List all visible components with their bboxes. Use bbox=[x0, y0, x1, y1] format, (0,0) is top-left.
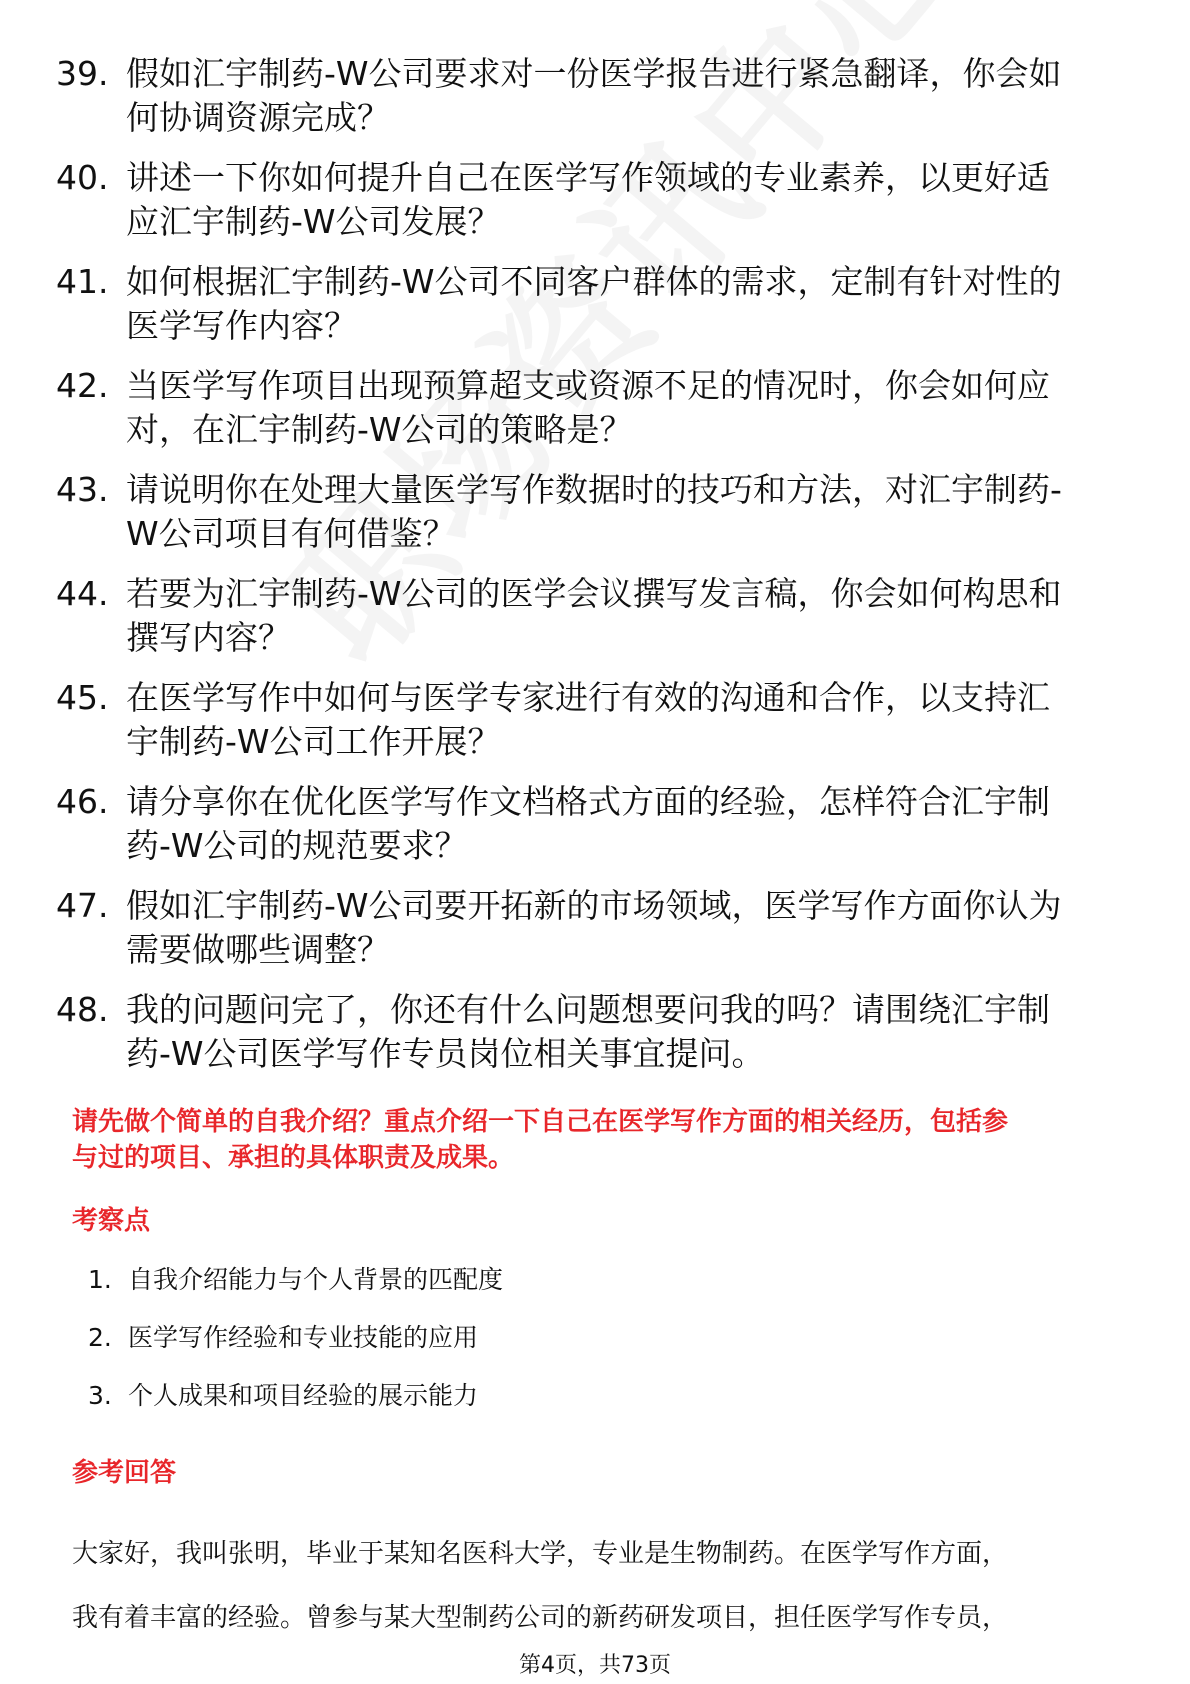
points-section-title: 考察点 bbox=[72, 1206, 151, 1236]
question-line: 若要为汇宇制药-W公司的医学会议撰写发言稿，你会如何构思和 bbox=[126, 574, 1062, 613]
question-line: W公司项目有何借鉴？ bbox=[126, 514, 456, 553]
question-number: 41. bbox=[56, 262, 109, 301]
question-text bbox=[126, 364, 1136, 452]
point-text: 医学写作经验和专业技能的应用 bbox=[128, 1323, 479, 1352]
question-list bbox=[56, 52, 1136, 1092]
answer-line: 我有着丰富的经验。曾参与某大型制药公司的新药研发项目，担任医学写作专员， bbox=[72, 1603, 1009, 1633]
question-item bbox=[56, 884, 1136, 972]
question-line: 请说明你在处理大量医学写作数据时的技巧和方法，对汇宇制药- bbox=[126, 470, 1062, 509]
question-line: 药-W公司医学写作专员岗位相关事宜提问。 bbox=[126, 1034, 765, 1073]
question-number: 39. bbox=[56, 54, 109, 93]
question-number: 44. bbox=[56, 574, 109, 613]
question-line: 药-W公司的规范要求？ bbox=[126, 826, 468, 865]
question-line: 讲述一下你如何提升自己在医学写作领域的专业素养，以更好适 bbox=[126, 158, 1050, 197]
question-line: 对，在汇宇制药-W公司的策略是？ bbox=[126, 410, 633, 449]
points-list bbox=[88, 1264, 503, 1438]
point-number: 1. bbox=[88, 1265, 112, 1294]
question-item bbox=[56, 988, 1136, 1076]
highlight-line: 请先做个简单的自我介绍？重点介绍一下自己在医学写作方面的相关经历，包括参 bbox=[72, 1107, 1009, 1137]
question-text bbox=[126, 260, 1136, 348]
question-item bbox=[56, 780, 1136, 868]
point-item bbox=[88, 1380, 503, 1412]
point-number: 2. bbox=[88, 1323, 112, 1352]
question-text bbox=[126, 780, 1136, 868]
question-item bbox=[56, 156, 1136, 244]
question-number: 48. bbox=[56, 990, 109, 1029]
question-text bbox=[126, 156, 1136, 244]
question-number: 47. bbox=[56, 886, 109, 925]
question-item bbox=[56, 364, 1136, 452]
question-item bbox=[56, 468, 1136, 556]
question-text bbox=[126, 572, 1136, 660]
reference-answer bbox=[72, 1536, 1112, 1664]
question-text bbox=[126, 52, 1136, 140]
question-text bbox=[126, 988, 1136, 1076]
question-line: 在医学写作中如何与医学专家进行有效的沟通和合作，以支持汇 bbox=[126, 678, 1050, 717]
question-line: 假如汇宇制药-W公司要开拓新的市场领域，医学写作方面你认为 bbox=[126, 886, 1062, 925]
question-number: 45. bbox=[56, 678, 109, 717]
answer-line: 大家好，我叫张明，毕业于某知名医科大学，专业是生物制药。在医学写作方面， bbox=[72, 1539, 1009, 1569]
question-item bbox=[56, 676, 1136, 764]
question-number: 40. bbox=[56, 158, 109, 197]
question-number: 46. bbox=[56, 782, 109, 821]
page-footer: 第4页，共73页 bbox=[519, 1653, 671, 1678]
highlighted-question bbox=[72, 1104, 1112, 1176]
question-line: 何协调资源完成？ bbox=[126, 98, 390, 137]
question-line: 我的问题问完了，你还有什么问题想要问我的吗？请围绕汇宇制 bbox=[126, 990, 1050, 1029]
point-item bbox=[88, 1322, 503, 1354]
question-item bbox=[56, 52, 1136, 140]
highlight-line: 与过的项目、承担的具体职责及成果。 bbox=[72, 1143, 515, 1173]
question-line: 撰写内容？ bbox=[126, 618, 291, 657]
question-line: 假如汇宇制药-W公司要求对一份医学报告进行紧急翻译，你会如 bbox=[126, 54, 1062, 93]
question-item bbox=[56, 260, 1136, 348]
question-line: 应汇宇制药-W公司发展？ bbox=[126, 202, 501, 241]
question-line: 当医学写作项目出现预算超支或资源不足的情况时，你会如何应 bbox=[126, 366, 1050, 405]
point-text: 个人成果和项目经验的展示能力 bbox=[128, 1381, 479, 1410]
question-line: 需要做哪些调整？ bbox=[126, 930, 390, 969]
question-line: 医学写作内容？ bbox=[126, 306, 357, 345]
question-item bbox=[56, 572, 1136, 660]
question-text bbox=[126, 676, 1136, 764]
question-text bbox=[126, 468, 1136, 556]
question-line: 宇制药-W公司工作开展？ bbox=[126, 722, 501, 761]
point-item bbox=[88, 1264, 503, 1296]
point-text: 自我介绍能力与个人背景的匹配度 bbox=[128, 1265, 504, 1294]
question-line: 如何根据汇宇制药-W公司不同客户群体的需求，定制有针对性的 bbox=[126, 262, 1062, 301]
question-number: 43. bbox=[56, 470, 109, 509]
question-text bbox=[126, 884, 1136, 972]
point-number: 3. bbox=[88, 1381, 112, 1410]
question-line: 请分享你在优化医学写作文档格式方面的经验，怎样符合汇宇制 bbox=[126, 782, 1050, 821]
answer-section-title: 参考回答 bbox=[72, 1458, 177, 1488]
question-number: 42. bbox=[56, 366, 109, 405]
